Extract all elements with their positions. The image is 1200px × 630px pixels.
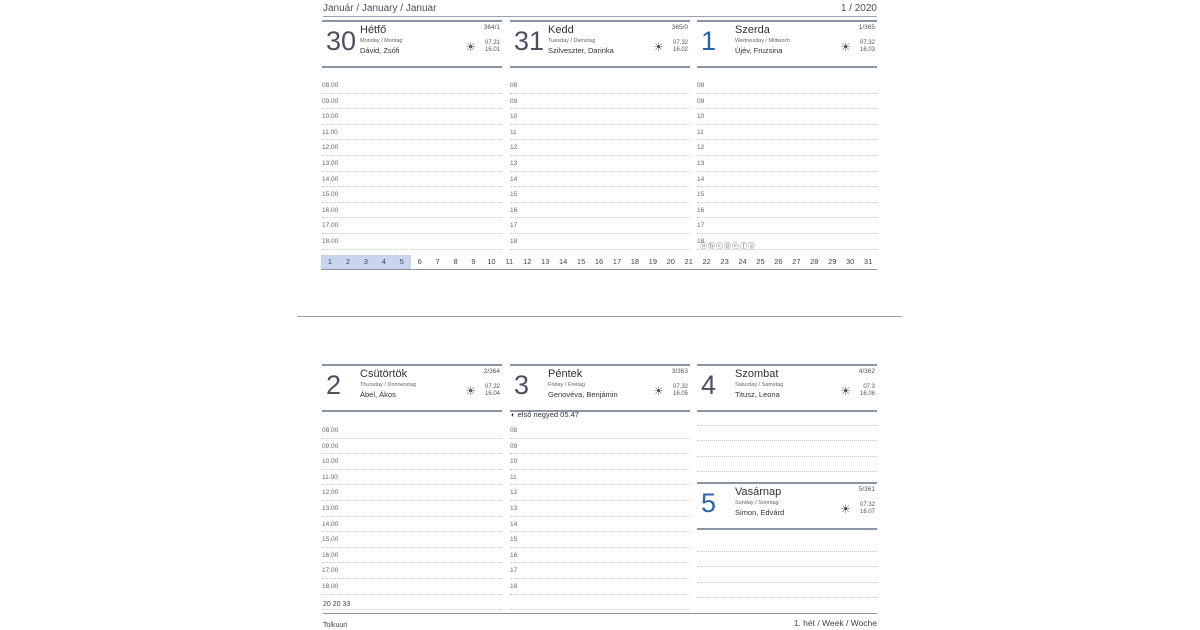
- moon-phase-icons: ⓐⓑⓒⓓⓔⓕⓖ: [700, 243, 756, 250]
- hour-slot[interactable]: [510, 548, 690, 564]
- weekday-translation: Saturday / Samstag: [735, 382, 784, 388]
- hour-label: 08.00: [322, 82, 339, 89]
- hour-slot[interactable]: [697, 203, 877, 219]
- hour-slot[interactable]: [322, 501, 502, 517]
- hour-label: 14: [697, 175, 705, 183]
- hour-slot[interactable]: [322, 94, 502, 110]
- hour-slot[interactable]: [697, 567, 877, 583]
- strip-day: 25: [756, 257, 765, 266]
- hour-slot[interactable]: [510, 203, 690, 219]
- hour-label: 12: [510, 144, 518, 152]
- footer-code: 20 20 33: [323, 601, 351, 608]
- hour-label: 10: [510, 458, 518, 466]
- sunset: 16.01: [484, 47, 500, 53]
- hour-slot[interactable]: [697, 156, 877, 172]
- name-days: Genovéva, Benjámin: [548, 390, 618, 399]
- hour-slot[interactable]: [322, 517, 502, 533]
- hour-slot[interactable]: [697, 218, 877, 234]
- hour-label: 12.00: [322, 144, 339, 152]
- hour-label: 15: [510, 191, 518, 199]
- strip-day: 12: [523, 257, 532, 266]
- day-header-fri: [510, 364, 690, 412]
- week-label: 1. hét / Week / Woche: [793, 618, 877, 628]
- hour-label: 17: [697, 222, 705, 230]
- hour-label: 11: [510, 473, 517, 481]
- hour-label: 14.00: [322, 175, 339, 183]
- name-days: Szilveszter, Darinka: [548, 46, 614, 55]
- hour-label: 14: [510, 175, 518, 183]
- hour-slot[interactable]: [510, 156, 690, 172]
- hour-label: 13.00: [322, 504, 339, 512]
- hour-slot[interactable]: [510, 439, 690, 455]
- hour-slot[interactable]: [697, 172, 877, 188]
- strip-day: 14: [558, 257, 568, 266]
- hour-slot[interactable]: [510, 470, 690, 486]
- hour-label: 11: [697, 128, 704, 136]
- hour-slot[interactable]: [510, 172, 690, 188]
- hour-label: 13: [697, 159, 705, 167]
- sun-icon: ☀: [465, 40, 476, 54]
- page-number: 1 / 2020: [840, 3, 877, 14]
- weekday-name: Péntek: [548, 368, 583, 380]
- name-days: Dávid, Zsófi: [360, 46, 400, 55]
- hour-label: 15.00: [322, 536, 339, 544]
- hour-label: 09.00: [322, 97, 339, 105]
- day-number: 1: [701, 26, 717, 56]
- hour-slot[interactable]: [510, 109, 690, 125]
- strip-day: 18: [630, 257, 640, 266]
- sun-icon: ☀: [840, 502, 851, 516]
- day-count: 2/364: [483, 368, 500, 375]
- strip-day: 4: [375, 255, 393, 269]
- hour-label: 10.00: [322, 458, 339, 466]
- sun-icon: ☀: [840, 40, 851, 54]
- strip-day: 29: [828, 257, 837, 266]
- strip-day: 28: [810, 257, 819, 266]
- strip-day: 26: [774, 257, 783, 266]
- hour-label: 08: [510, 427, 518, 434]
- strip-day: 8: [453, 257, 458, 266]
- weekday-translation: Tuesday / Dienstag: [548, 38, 596, 44]
- hour-label: 09: [510, 97, 518, 105]
- hour-slot[interactable]: [697, 536, 877, 552]
- sun-times: [860, 40, 875, 54]
- strip-day: 31: [863, 257, 873, 266]
- hour-slot[interactable]: [510, 140, 690, 156]
- hour-label: 15: [510, 536, 518, 544]
- name-days: Ábel, Ákos: [360, 390, 396, 399]
- hour-slot[interactable]: [510, 78, 690, 94]
- month-day-strip: [321, 255, 877, 270]
- strip-day: 9: [471, 257, 476, 266]
- hour-label: 13: [510, 504, 518, 512]
- page-divider: [297, 316, 902, 317]
- hour-slot[interactable]: [510, 218, 690, 234]
- hour-label: 16: [510, 551, 518, 559]
- hour-label: 09: [697, 97, 705, 105]
- weekday-name: Csütörtök: [360, 368, 408, 380]
- hour-slot[interactable]: [510, 454, 690, 470]
- hour-slot[interactable]: [510, 94, 690, 110]
- day-number: 31: [514, 26, 545, 56]
- hour-slot[interactable]: [322, 187, 502, 203]
- hour-slot[interactable]: [322, 485, 502, 501]
- header-rule: [323, 16, 877, 17]
- sunrise: 07.32: [672, 40, 688, 46]
- hour-slot[interactable]: [322, 532, 502, 548]
- strip-day: 24: [738, 257, 747, 266]
- hour-label: 14.00: [322, 520, 339, 528]
- hour-slot[interactable]: [322, 218, 502, 234]
- footer-rule: [323, 613, 877, 614]
- hour-label: 10: [697, 113, 705, 121]
- hour-label: 12.00: [322, 489, 339, 497]
- hour-label: 11.00: [322, 473, 338, 481]
- hour-slot[interactable]: [322, 172, 502, 188]
- hour-label: 08: [510, 82, 518, 89]
- day-header-sun: [697, 482, 877, 530]
- day-count: 364/1: [483, 24, 500, 31]
- hour-label: 08.00: [322, 427, 339, 434]
- hour-label: 16: [697, 206, 705, 214]
- weekday-name: Hétfő: [360, 24, 387, 36]
- hour-slot[interactable]: [322, 579, 502, 595]
- day-header-thu: [322, 364, 502, 412]
- hour-slot[interactable]: [322, 454, 502, 470]
- day-header-mon: [322, 20, 502, 68]
- hour-label: 10.00: [322, 113, 339, 121]
- hour-slot[interactable]: [510, 532, 690, 548]
- strip-day: 22: [702, 257, 711, 266]
- strip-day: 7: [435, 257, 440, 266]
- hour-slot[interactable]: [322, 563, 502, 579]
- weekday-name: Szerda: [735, 24, 770, 36]
- sunrise: 07.3: [863, 384, 875, 390]
- hour-slot[interactable]: [697, 552, 877, 568]
- sun-times: [485, 40, 500, 54]
- hour-slot[interactable]: [697, 187, 877, 203]
- hour-label: 16.00: [322, 206, 339, 214]
- sunset: 16.05: [672, 391, 688, 397]
- hour-slot[interactable]: [322, 125, 502, 141]
- month-title: Január / January / Januar: [323, 3, 437, 14]
- sun-times: [673, 40, 688, 54]
- hour-label: 17: [510, 222, 518, 230]
- day-count: 4/362: [858, 368, 875, 375]
- name-days: Titusz, Leona: [735, 390, 780, 399]
- hour-label: 17.00: [322, 567, 339, 575]
- strip-day: 27: [792, 257, 801, 266]
- weekday-translation: Thursday / Donnerstag: [360, 382, 416, 388]
- day-count: 3/363: [671, 368, 688, 375]
- hour-slot[interactable]: [322, 203, 502, 219]
- hour-label: 11.00: [322, 128, 338, 136]
- hour-label: 10: [510, 113, 518, 121]
- hour-label: 12: [697, 144, 705, 152]
- hour-slots-fri: [510, 423, 690, 610]
- hour-label: 18: [510, 237, 518, 245]
- hour-slot[interactable]: [322, 234, 502, 250]
- hour-slot[interactable]: [510, 187, 690, 203]
- day-header-sat: [697, 364, 877, 412]
- hour-slots-wed: [697, 78, 877, 250]
- hour-slots-mon: [322, 78, 502, 250]
- hour-slot[interactable]: [510, 423, 690, 439]
- name-days: Újév, Fruzsina: [735, 46, 783, 55]
- hour-slot[interactable]: [510, 234, 690, 250]
- hour-slot[interactable]: [322, 140, 502, 156]
- strip-day: 15: [576, 257, 586, 266]
- hour-label: 13: [510, 159, 518, 167]
- hour-label: 09: [510, 442, 518, 450]
- sunrise: 07.32: [859, 40, 875, 46]
- strip-day: 11: [505, 257, 514, 266]
- hour-label: 14: [510, 520, 518, 528]
- sunrise: 07.32: [859, 502, 875, 508]
- strip-day: 30: [845, 257, 855, 266]
- sun-icon: ☀: [840, 384, 851, 398]
- strip-day: 1: [321, 255, 339, 269]
- footer-brand: Tolkuuri: [323, 622, 348, 629]
- strip-day: 20: [666, 257, 675, 266]
- hour-label: 12: [510, 489, 518, 497]
- sunset: 16.07: [859, 509, 875, 515]
- sunrise: 07.32: [484, 384, 500, 390]
- day-number: 3: [514, 370, 530, 400]
- sunset: 16.03: [859, 47, 875, 53]
- hour-slot[interactable]: [697, 140, 877, 156]
- strip-day: 17: [612, 257, 622, 266]
- hour-slot[interactable]: [697, 78, 877, 94]
- hour-label: 15: [697, 191, 705, 199]
- name-days: Simon, Edvárd: [735, 508, 785, 517]
- strip-day: 2: [339, 255, 357, 269]
- hour-label: 13.00: [322, 159, 339, 167]
- hour-slot[interactable]: [322, 548, 502, 564]
- day-number: 30: [326, 26, 357, 56]
- strip-day: 5: [393, 255, 411, 269]
- hour-slot[interactable]: [697, 441, 877, 457]
- day-count: 1/365: [858, 24, 875, 31]
- sunrise: 07.32: [672, 384, 688, 390]
- hour-slot[interactable]: [697, 426, 877, 442]
- hour-slot[interactable]: [510, 579, 690, 595]
- hour-slot[interactable]: [697, 457, 877, 473]
- hour-slot[interactable]: [322, 156, 502, 172]
- strip-day: 19: [648, 257, 658, 266]
- day-number: 4: [701, 370, 717, 400]
- weekday-translation: Sunday / Sonntag: [735, 500, 779, 506]
- hour-label: 09.00: [322, 442, 339, 450]
- sun-times: [860, 502, 875, 516]
- hour-slots-tue: [510, 78, 690, 250]
- hour-slot[interactable]: [697, 94, 877, 110]
- hour-label: 18: [510, 582, 518, 590]
- day-number: 5: [701, 488, 717, 518]
- sun-times: [485, 384, 500, 398]
- day-count: 365/0: [671, 24, 688, 31]
- sun-icon: ☀: [465, 384, 476, 398]
- weekday-translation: Wednesday / Mittwoch: [735, 38, 791, 44]
- hour-slot[interactable]: [510, 517, 690, 533]
- hour-slot[interactable]: [510, 563, 690, 579]
- hour-slot[interactable]: [322, 78, 502, 94]
- sunset: 16.06: [859, 391, 875, 397]
- hour-slot[interactable]: [510, 125, 690, 141]
- weekday-name: Kedd: [548, 24, 574, 36]
- strip-day: 21: [684, 257, 693, 266]
- weekday-translation: Monday / Montag: [360, 38, 403, 44]
- hour-label: 16: [510, 206, 518, 214]
- weekday-name: Szombat: [735, 368, 779, 380]
- day-number: 2: [326, 370, 342, 400]
- strip-day: 13: [541, 257, 550, 266]
- hour-label: 17: [510, 567, 518, 575]
- weekday-name: Vasárnap: [735, 486, 782, 498]
- day-header-wed: [697, 20, 877, 68]
- hour-slot[interactable]: [510, 501, 690, 517]
- note-lines-sat: [697, 410, 877, 472]
- hour-slot[interactable]: [322, 109, 502, 125]
- day-header-tue: [510, 20, 690, 68]
- hour-slot[interactable]: [697, 583, 877, 599]
- hour-slot[interactable]: [697, 125, 877, 141]
- hour-label: 18.00: [322, 582, 339, 590]
- hour-label: 18: [697, 237, 705, 245]
- sunset: 16.02: [672, 47, 688, 53]
- hour-label: 18.00: [322, 237, 339, 245]
- hour-label: 11: [510, 128, 517, 136]
- sun-icon: ☀: [653, 384, 664, 398]
- sun-times: [673, 384, 688, 398]
- hour-slot[interactable]: [697, 410, 877, 426]
- strip-day: 16: [594, 257, 604, 266]
- hour-slot[interactable]: [697, 109, 877, 125]
- strip-day: 23: [720, 257, 729, 266]
- strip-day: 10: [487, 257, 496, 266]
- hour-slot[interactable]: [510, 595, 690, 611]
- hour-slot[interactable]: [322, 423, 502, 439]
- sun-times: [860, 384, 875, 398]
- hour-label: 15.00: [322, 191, 339, 199]
- weekday-translation: Friday / Freitag: [548, 382, 585, 388]
- day-count: 5/361: [858, 486, 875, 493]
- hour-slots-thu: [322, 423, 502, 610]
- sunset: 16.04: [484, 391, 500, 397]
- hour-label: 08: [697, 82, 705, 89]
- sunrise: 07.31: [484, 40, 500, 46]
- note-lines-sun: [697, 536, 877, 598]
- hour-slot[interactable]: [322, 470, 502, 486]
- strip-day: 3: [357, 255, 375, 269]
- strip-day: 6: [417, 257, 422, 266]
- hour-label: 17.00: [322, 222, 339, 230]
- moon-phase-note: ◐ első negyed 05.47: [511, 410, 579, 419]
- hour-label: 16.00: [322, 551, 339, 559]
- hour-slot[interactable]: [510, 485, 690, 501]
- sun-icon: ☀: [653, 40, 664, 54]
- hour-slot[interactable]: [322, 439, 502, 455]
